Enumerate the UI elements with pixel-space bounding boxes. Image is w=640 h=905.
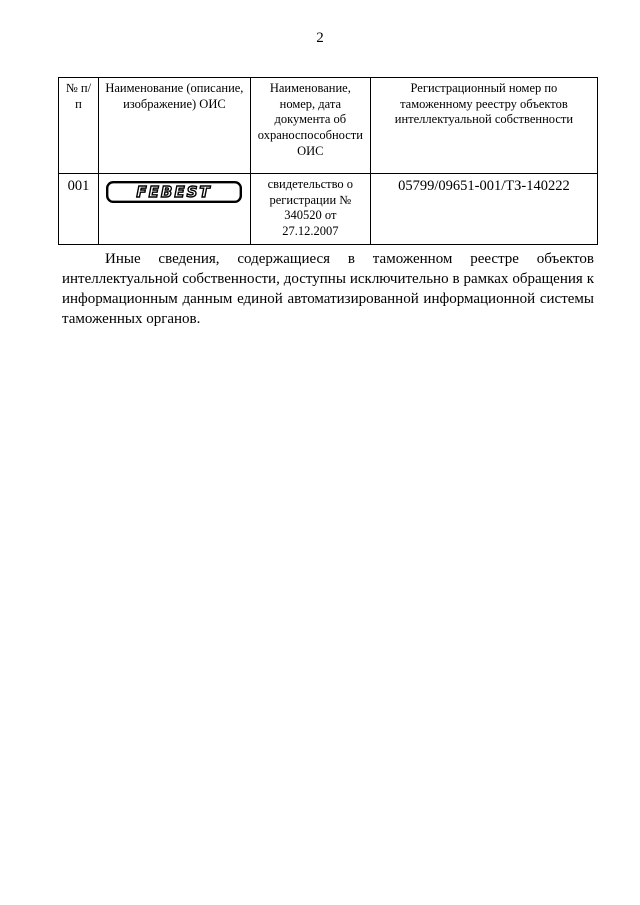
page-number: 2 <box>316 30 324 46</box>
header-number-label: № п/п <box>65 81 92 111</box>
logo-text: FEBEST <box>136 183 212 202</box>
header-document-label: Наименование, номер, дата документа об охраноспособности ОИС <box>257 81 363 158</box>
row-trademark-image <box>98 174 250 245</box>
row-registration-number: 05799/09651-001/ТЗ-140222 <box>370 174 597 245</box>
header-registration-label: Регистрационный номер по таможенному реестру объектов интеллектуальной собственности <box>394 81 574 127</box>
header-registration <box>370 78 597 174</box>
info-paragraph: Иные сведения, содержащиеся в таможенном реестре объектов интеллектуальной собственности, доступны исключительно в рамках обращения к информационным данным единой автоматизированной информационной системы таможенных органов. <box>62 251 594 327</box>
header-name <box>98 78 250 174</box>
header-number <box>59 78 99 174</box>
table-header-row <box>59 78 598 174</box>
febest-logo <box>106 181 242 203</box>
row-document: свидетельство о регистрации № 340520 от 27.12.2007 <box>250 174 370 245</box>
row-number: 001 <box>59 174 99 245</box>
customs-register-table <box>58 77 598 245</box>
header-document <box>250 78 370 174</box>
table-row <box>59 174 598 245</box>
header-name-label: Наименование (описание, изображение) ОИС <box>105 81 244 111</box>
